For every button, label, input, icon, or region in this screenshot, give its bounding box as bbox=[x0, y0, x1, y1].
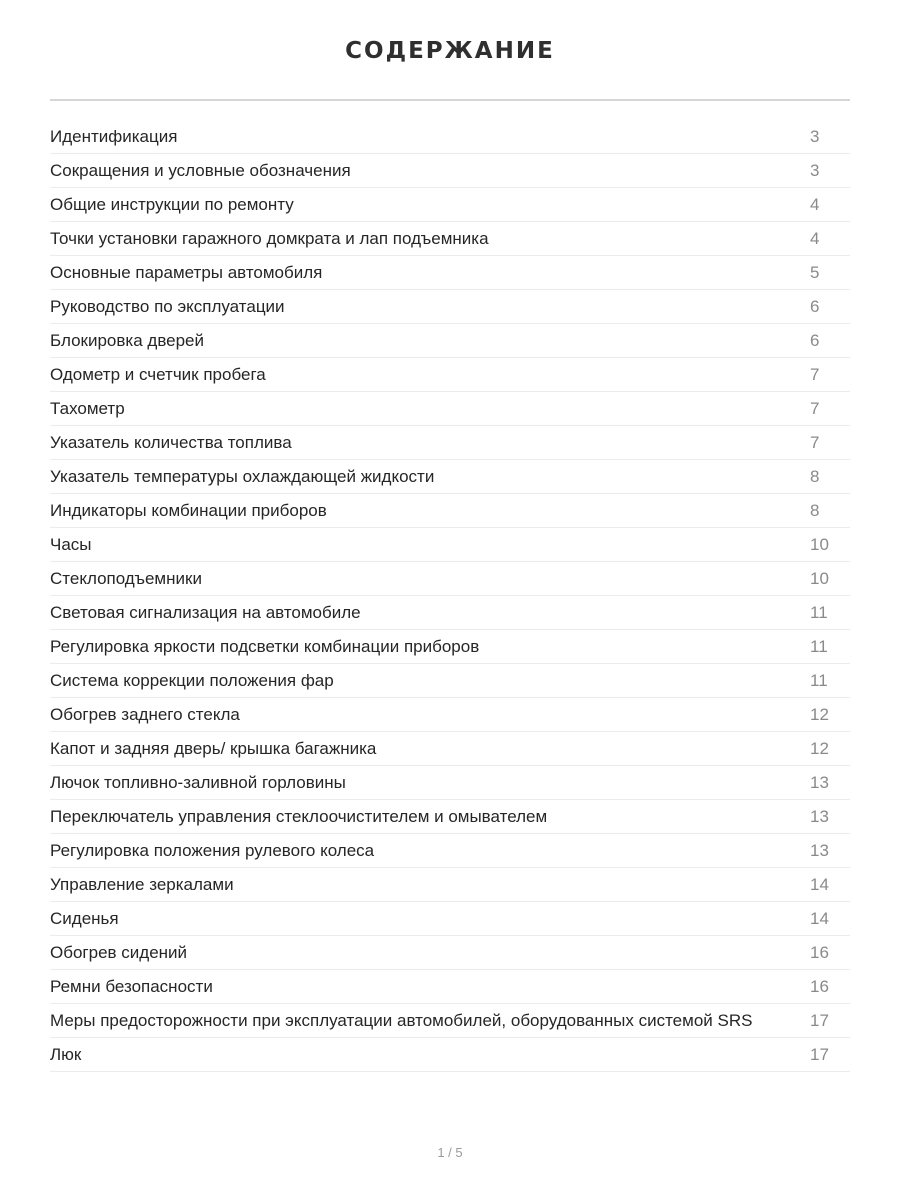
toc-item-page: 8 bbox=[810, 467, 820, 486]
toc-item-title: Меры предосторожности при эксплуатации автомобилей, оборудованных системой SRS bbox=[50, 1011, 753, 1030]
toc-item-page: 13 bbox=[810, 841, 829, 860]
toc-item-title: Часы bbox=[50, 535, 92, 554]
toc-item-page: 11 bbox=[810, 671, 828, 690]
toc-item-page: 10 bbox=[810, 569, 829, 588]
toc-item-title: Руководство по эксплуатации bbox=[50, 297, 285, 316]
toc-item-page: 3 bbox=[810, 127, 820, 146]
toc-item-title: Сокращения и условные обозначения bbox=[50, 161, 351, 180]
toc-item-page: 14 bbox=[810, 909, 829, 928]
toc-item-page: 6 bbox=[810, 331, 820, 350]
toc-item-page: 7 bbox=[810, 365, 820, 384]
toc-item-title: Переключатель управления стеклоочистителем и омывателем bbox=[50, 807, 548, 826]
toc-item-title: Капот и задняя дверь/ крышка багажника bbox=[50, 739, 377, 758]
toc-item-page: 13 bbox=[810, 773, 829, 792]
toc-item-title: Идентификация bbox=[50, 127, 178, 146]
toc-item-page: 3 bbox=[810, 161, 820, 180]
toc-item-page: 5 bbox=[810, 263, 820, 282]
toc-item-page: 11 bbox=[810, 637, 828, 656]
toc-item-title: Одометр и счетчик пробега bbox=[50, 365, 266, 384]
toc-item-title: Световая сигнализация на автомобиле bbox=[50, 603, 361, 622]
toc-item-title: Обогрев заднего стекла bbox=[50, 705, 240, 724]
table-of-contents bbox=[50, 120, 850, 1072]
toc-item-page: 14 bbox=[810, 875, 829, 894]
toc-item[interactable] bbox=[50, 1004, 850, 1038]
toc-item-page: 7 bbox=[810, 399, 820, 418]
toc-item-title: Лючок топливно-заливной горловины bbox=[50, 773, 346, 792]
toc-item[interactable] bbox=[50, 800, 850, 834]
page-indicator: 1 / 5 bbox=[437, 1145, 463, 1160]
toc-item-page: 4 bbox=[810, 229, 820, 248]
toc-item-title: Общие инструкции по ремонту bbox=[50, 195, 294, 214]
toc-item-title: Стеклоподъемники bbox=[50, 569, 202, 588]
toc-item[interactable] bbox=[50, 426, 850, 460]
toc-item-title: Блокировка дверей bbox=[50, 331, 205, 350]
toc-item-title: Тахометр bbox=[50, 399, 125, 418]
toc-item[interactable] bbox=[50, 120, 850, 154]
toc-item-page: 12 bbox=[810, 739, 829, 758]
toc-item[interactable] bbox=[50, 1038, 850, 1072]
toc-item[interactable] bbox=[50, 324, 850, 358]
toc-item-page: 13 bbox=[810, 807, 829, 826]
toc-item-title: Система коррекции положения фар bbox=[50, 671, 334, 690]
toc-item-title: Указатель температуры охлаждающей жидкости bbox=[50, 467, 435, 486]
toc-item-page: 4 bbox=[810, 195, 820, 214]
toc-item[interactable] bbox=[50, 290, 850, 324]
toc-item-page: 8 bbox=[810, 501, 820, 520]
toc-item-title: Сиденья bbox=[50, 909, 119, 928]
toc-item-page: 6 bbox=[810, 297, 820, 316]
toc-item[interactable] bbox=[50, 970, 850, 1004]
toc-item-page: 7 bbox=[810, 433, 820, 452]
toc-item[interactable] bbox=[50, 868, 850, 902]
toc-item-title: Люк bbox=[50, 1045, 82, 1064]
toc-item[interactable] bbox=[50, 460, 850, 494]
toc-item-title: Обогрев сидений bbox=[50, 943, 188, 962]
toc-item-title: Индикаторы комбинации приборов bbox=[50, 501, 327, 520]
toc-item[interactable] bbox=[50, 222, 850, 256]
toc-item[interactable] bbox=[50, 358, 850, 392]
toc-item[interactable] bbox=[50, 698, 850, 732]
toc-item-page: 11 bbox=[810, 603, 828, 622]
toc-item[interactable] bbox=[50, 732, 850, 766]
toc-item[interactable] bbox=[50, 902, 850, 936]
toc-item-title: Управление зеркалами bbox=[50, 875, 234, 894]
title-divider bbox=[50, 99, 850, 101]
toc-item[interactable] bbox=[50, 494, 850, 528]
toc-item[interactable] bbox=[50, 188, 850, 222]
toc-item-title: Основные параметры автомобиля bbox=[50, 263, 323, 282]
toc-item-title: Указатель количества топлива bbox=[50, 433, 292, 452]
toc-item[interactable] bbox=[50, 392, 850, 426]
toc-item-title: Точки установки гаражного домкрата и лап подъемника bbox=[50, 229, 489, 248]
toc-item[interactable] bbox=[50, 936, 850, 970]
toc-item-page: 17 bbox=[810, 1011, 829, 1030]
toc-item[interactable] bbox=[50, 596, 850, 630]
toc-item[interactable] bbox=[50, 766, 850, 800]
toc-item[interactable] bbox=[50, 256, 850, 290]
toc-item[interactable] bbox=[50, 630, 850, 664]
toc-item-title: Регулировка яркости подсветки комбинации приборов bbox=[50, 637, 480, 656]
toc-item-page: 16 bbox=[810, 943, 829, 962]
toc-item-title: Ремни безопасности bbox=[50, 977, 213, 996]
toc-item[interactable] bbox=[50, 664, 850, 698]
toc-item-page: 16 bbox=[810, 977, 829, 996]
page-title: СОДЕРЖАНИЕ bbox=[345, 38, 555, 64]
toc-item[interactable] bbox=[50, 834, 850, 868]
toc-item-title: Регулировка положения рулевого колеса bbox=[50, 841, 375, 860]
toc-item[interactable] bbox=[50, 528, 850, 562]
toc-item-page: 12 bbox=[810, 705, 829, 724]
toc-item-page: 10 bbox=[810, 535, 829, 554]
toc-item[interactable] bbox=[50, 562, 850, 596]
toc-item[interactable] bbox=[50, 154, 850, 188]
toc-item-page: 17 bbox=[810, 1045, 829, 1064]
